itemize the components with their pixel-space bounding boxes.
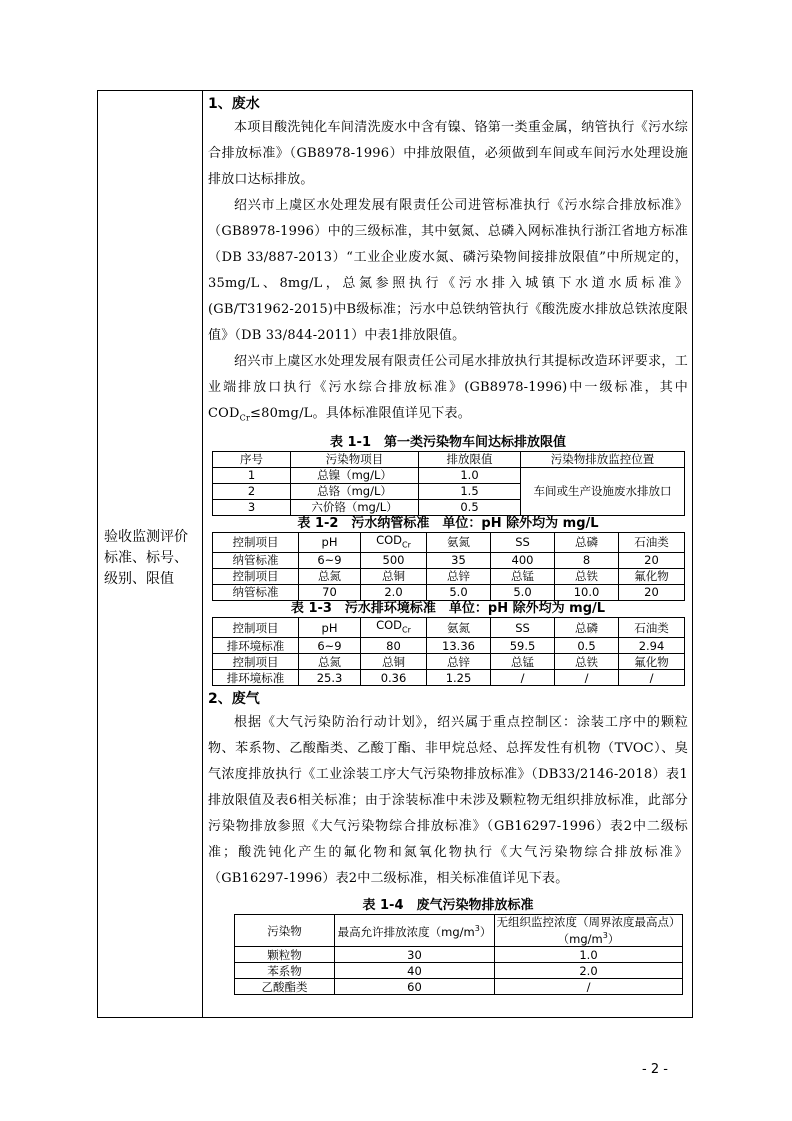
table-cell: 石油类 (619, 617, 685, 637)
table-cell: / (495, 979, 683, 995)
table-caption: 表 1-4 废气污染物排放标准 (362, 898, 534, 914)
table-cell: 排环境标准 (213, 638, 299, 654)
table-row (213, 654, 685, 670)
table-row (235, 979, 683, 995)
table-cell (495, 915, 683, 947)
paragraph (208, 349, 688, 432)
table-cell: 纳管标准 (213, 584, 299, 600)
table-cell: 1.0 (419, 467, 521, 483)
table-cell: 500 (361, 552, 427, 568)
paragraph: 根据《大气污染防治行动计划》，绍兴属于重点控制区：涂装工序中的颗粒物、苯系物、乙酸酯类、乙酸丁酯、非甲烷总烃、总挥发性有机物（TVOC）、臭气浓度排放执行《工业涂装工序大气污染物排放标准》（DB33/2146-2018）表1排放限值及表6相关标准；由于涂装标准中未涉及颗粒物无组织排放标准，此部分污染物排放参照《大气污染物综合排放标准》（GB16297-1996）表2中二级标准；酸洗钝化产生的氟化物和氮氧化物执行《大气污染物综合排放标准》（GB16297-1996）表2中二级标准，相关标准值详见下表。 (208, 715, 688, 887)
text-span: 3 (474, 924, 480, 934)
table-cell: 5.0 (427, 584, 491, 600)
table-cell: 总锰 (491, 654, 555, 670)
table-row (213, 467, 685, 483)
table-row (213, 617, 685, 637)
table-cell: / (491, 670, 555, 686)
table-cell: 80 (361, 638, 427, 654)
table-cell: 控制项目 (213, 654, 299, 670)
content-cell (208, 93, 688, 995)
table-row (235, 963, 683, 979)
table-cell: 氟化物 (619, 568, 685, 584)
table-cell: / (555, 670, 619, 686)
table-cell: pH (299, 617, 361, 637)
table-cell: 1 (213, 467, 291, 483)
table-cell: 总铜 (361, 568, 427, 584)
table-cell: 6~9 (299, 552, 361, 568)
table-cell: / (619, 670, 685, 686)
table-cell (361, 617, 427, 637)
table-cell: 总磷 (555, 532, 619, 552)
text-span: Cr (402, 539, 411, 549)
left-column-label: 验收监测评价标准、标号、级别、限值 (104, 529, 188, 587)
table-cell: 污染物项目 (291, 451, 419, 467)
section-heading-exhaust: 2、废气 (208, 691, 260, 708)
table-row (213, 584, 685, 600)
table-cell: 总铜 (361, 654, 427, 670)
table-caption: 表 1-2 污水纳管标准 单位：pH 除外均为 mg/L (297, 515, 599, 531)
table-cell: 59.5 (491, 638, 555, 654)
table-cell: 乙酸酯类 (235, 979, 335, 995)
table-cell: 0.5 (419, 499, 521, 515)
table-row (213, 670, 685, 686)
table-cell: 总锌 (427, 568, 491, 584)
paragraph: 本项目酸洗钝化车间清洗废水中含有镍、铬第一类重金属，纳管执行《污水综合排放标准》（GB8978-1996）中排放限值，必须做到车间或车间污水处理设施排放口达标排放。 (208, 120, 688, 187)
table-caption: 表 1-3 污水排环境标准 单位：pH 除外均为 mg/L (290, 600, 606, 616)
table-cell: 总镍（mg/L） (291, 467, 419, 483)
paragraph: 绍兴市上虞区水处理发展有限责任公司进管标准执行《污水综合排放标准》（GB8978-1996）中的三级标准，其中氨氮、总磷入网标准执行浙江省地方标准（DB 33/887-2013）“工业企业废水氮、磷污染物间接排放限值”中所规定的，35mg/L、8mg/L，总氮参照执行《污水排入城镇下水道水质标准》(GB/T31962-2015)中B级标准；污水中总铁纳管执行《酸洗废水排放总铁浓度限值》（DB 33/844-2011）中表1排放限值。 (208, 198, 688, 343)
table-cell: 颗粒物 (235, 947, 335, 963)
table-cell: 60 (335, 979, 495, 995)
text-span: 3 (602, 931, 608, 941)
table-cell: pH (299, 532, 361, 552)
text-span: 绍兴市上虞区水处理发展有限责任公司尾水排放执行其提标改造环评要求，工业端排放口执行《污水综合排放标准》(GB8978-1996)中一级标准，其中COD (208, 354, 688, 421)
table-row (213, 638, 685, 654)
column-divider (202, 90, 203, 1018)
table-cell: 1.25 (427, 670, 491, 686)
table-row (235, 915, 683, 947)
table-cell: 车间或生产设施废水排放口 (521, 467, 685, 515)
table-cell: 20 (619, 552, 685, 568)
table-cell: 总铁 (555, 654, 619, 670)
table-cell: 2 (213, 483, 291, 499)
table-cell: 1.0 (495, 947, 683, 963)
table-cell: 污染物排放监控位置 (521, 451, 685, 467)
table-cell: 70 (299, 584, 361, 600)
table-cell: 氨氮 (427, 532, 491, 552)
table-cell: 六价铬（mg/L） (291, 499, 419, 515)
table-cell: 20 (619, 584, 685, 600)
table-cell: 3 (213, 499, 291, 515)
table-row (235, 947, 683, 963)
text-span: ） (479, 925, 492, 940)
table-cell: 控制项目 (213, 532, 299, 552)
table-cell: 0.5 (555, 638, 619, 654)
text-span: COD (376, 532, 403, 547)
table-cell (361, 532, 427, 552)
table-cell: 400 (491, 552, 555, 568)
table-1-1 (212, 451, 685, 516)
table-cell: 序号 (213, 451, 291, 467)
table-cell: 石油类 (619, 532, 685, 552)
table-row (213, 532, 685, 552)
table-cell: 2.94 (619, 638, 685, 654)
table-cell: 污染物 (235, 915, 335, 947)
table-cell: 排放限值 (419, 451, 521, 467)
table-cell: 总铬（mg/L） (291, 483, 419, 499)
table-cell: 控制项目 (213, 617, 299, 637)
table-row (213, 552, 685, 568)
table-cell: 13.36 (427, 638, 491, 654)
table-cell: 35 (427, 552, 491, 568)
table-1-3 (212, 617, 685, 686)
text-span: COD (376, 617, 403, 632)
table-cell: 总锌 (427, 654, 491, 670)
table-1-2 (212, 532, 685, 601)
table-cell: 苯系物 (235, 963, 335, 979)
text-span: ） (607, 932, 620, 947)
table-cell: 6~9 (299, 638, 361, 654)
table-cell: 1.5 (419, 483, 521, 499)
table-cell (335, 915, 495, 947)
text-span: Cr (239, 413, 250, 423)
table-cell: 8 (555, 552, 619, 568)
table-cell: 氟化物 (619, 654, 685, 670)
text-span: Cr (402, 625, 411, 635)
table-cell: 氨氮 (427, 617, 491, 637)
table-cell: 10.0 (555, 584, 619, 600)
table-cell: 总磷 (555, 617, 619, 637)
table-cell: 纳管标准 (213, 552, 299, 568)
table-row (213, 568, 685, 584)
section-heading-wastewater: 1、废水 (208, 96, 260, 112)
table-cell: 5.0 (491, 584, 555, 600)
page-number: - 2 - (642, 1062, 668, 1077)
table-cell: 25.3 (299, 670, 361, 686)
table-cell: 总氮 (299, 568, 361, 584)
table-caption: 表 1-1 第一类污染物车间达标排放限值 (329, 434, 566, 450)
table-cell: 30 (335, 947, 495, 963)
table-cell: 2.0 (361, 584, 427, 600)
table-cell: 总铁 (555, 568, 619, 584)
table-cell: SS (491, 617, 555, 637)
table-cell: SS (491, 532, 555, 552)
text-span: 最高允许排放浓度（mg/m (337, 925, 475, 940)
text-span: ≤80mg/L。具体标准限值详见下表。 (250, 406, 471, 421)
table-cell: 40 (335, 963, 495, 979)
table-row (213, 451, 685, 467)
table-cell: 排环境标准 (213, 670, 299, 686)
table-cell: 控制项目 (213, 568, 299, 584)
table-cell: 总氮 (299, 654, 361, 670)
table-cell: 0.36 (361, 670, 427, 686)
text-span: 无组织监控浓度（周界浓度最高点）（mg/m (496, 915, 681, 947)
table-cell: 总锰 (491, 568, 555, 584)
table-cell: 2.0 (495, 963, 683, 979)
table-1-4 (234, 914, 683, 995)
